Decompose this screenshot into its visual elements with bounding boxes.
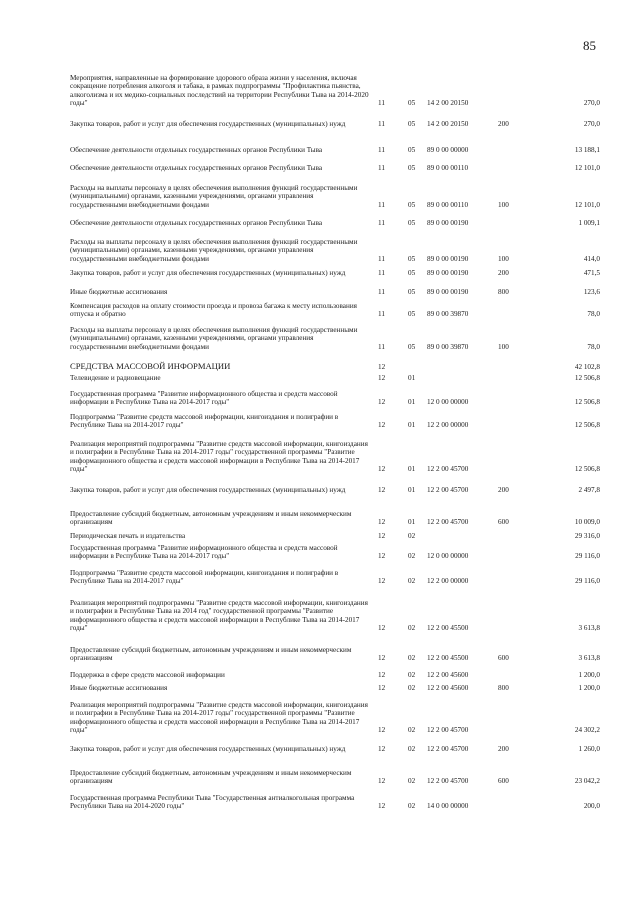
row-subsection-code: 05	[408, 342, 416, 351]
row-expense-type: 200	[498, 486, 509, 494]
table-row	[70, 374, 600, 382]
row-target-article: 89 0 00 39870	[427, 342, 469, 351]
row-amount: 13 188,1	[574, 146, 600, 154]
row-description: Обеспечение деятельности отдельных государственных органов Республики Тыва	[70, 219, 323, 227]
row-subsection-code: 05	[408, 269, 416, 277]
row-description: Государственная программа "Развитие информационного общества и средств массовой информации в Республике Тыва на 2014-2017 годы"	[70, 544, 338, 561]
row-expense-type: 200	[498, 120, 509, 128]
row-target-article: 12 2 00 45700	[427, 777, 469, 786]
row-target-article: 12 2 00 45600	[427, 684, 469, 692]
row-expense-type: 600	[498, 777, 509, 786]
row-section-code: 12	[378, 726, 386, 735]
row-expense-type: 100	[498, 342, 509, 351]
row-description: Мероприятия, направленные на формирование здорового образа жизни у населения, включая сокращение потребления алкоголя и табака, в рамках подпрограммы "Профилактика пьянства, алкоголизма и их медико-социальных последствий на территории Республики Тыва на 2014-2020 годы"	[70, 74, 369, 108]
row-amount: 24 302,2	[574, 726, 600, 735]
row-target-article: 89 0 00 00190	[427, 269, 469, 277]
table-row	[70, 671, 600, 679]
row-section-code: 11	[378, 269, 385, 277]
row-subsection-code: 02	[408, 684, 416, 692]
row-amount: 12 506,8	[574, 398, 600, 407]
row-subsection-code: 05	[408, 200, 416, 209]
table-row	[70, 701, 600, 735]
row-subsection-code: 02	[408, 726, 416, 735]
row-target-article: 12 2 00 45500	[427, 624, 469, 633]
table-row	[70, 510, 600, 527]
row-target-article: 12 2 00 45500	[427, 654, 469, 663]
row-subsection-code: 01	[408, 465, 416, 474]
row-section-code: 12	[378, 421, 386, 430]
table-row	[70, 745, 600, 753]
row-target-article: 12 2 00 45600	[427, 671, 469, 679]
row-description: Подпрограмма "Развитие средств массовой информации, книгоиздания и полиграфии в Республике Тыва на 2014-2017 годы"	[70, 413, 339, 430]
row-target-article: 89 0 00 00000	[427, 146, 469, 154]
row-target-article: 12 2 00 45700	[427, 486, 469, 494]
row-description: Предоставление субсидий бюджетным, автономным учреждениям и иным некоммерческим организациям	[70, 510, 352, 527]
row-section-code: 12	[378, 624, 386, 633]
row-section-code: 11	[378, 219, 385, 227]
row-amount: 78,0	[587, 342, 600, 351]
row-target-article: 12 2 00 45700	[427, 726, 469, 735]
row-amount: 10 009,0	[574, 518, 600, 527]
row-amount: 1 009,1	[578, 219, 600, 227]
row-section-code: 12	[378, 684, 386, 692]
row-section-code: 12	[378, 802, 386, 811]
row-target-article: 12 2 00 45700	[427, 518, 469, 527]
row-section-code: 12	[378, 532, 386, 540]
table-row	[70, 390, 600, 407]
row-section-code: 12	[378, 362, 386, 371]
row-amount: 29 316,0	[574, 532, 600, 540]
row-expense-type: 200	[498, 269, 509, 277]
table-row	[70, 238, 600, 263]
row-subsection-code: 05	[408, 99, 416, 108]
row-section-code: 12	[378, 671, 386, 679]
row-section-code: 12	[378, 552, 386, 561]
row-description: Компенсация расходов на оплату стоимости проезда и провоза багажа к месту использования отпуска и обратно	[70, 302, 357, 319]
row-section-code: 11	[378, 120, 385, 128]
row-description: Закупка товаров, работ и услуг для обеспечения государственных (муниципальных) нужд	[70, 745, 346, 753]
row-description: Предоставление субсидий бюджетным, автономным учреждениям и иным некоммерческим организациям	[70, 646, 352, 663]
table-row	[70, 120, 600, 128]
row-amount: 3 613,8	[578, 624, 600, 633]
row-section-code: 12	[378, 398, 386, 407]
row-amount: 78,0	[587, 310, 600, 319]
row-target-article: 89 0 00 00190	[427, 254, 469, 263]
row-description: Периодическая печать и издательства	[70, 532, 186, 540]
row-description: Поддержка в сфере средств массовой информации	[70, 671, 225, 679]
row-expense-type: 600	[498, 518, 509, 527]
row-description: Подпрограмма "Развитие средств массовой информации, книгоиздания и полиграфии в Республике Тыва на 2014-2017 годы"	[70, 569, 339, 586]
row-amount: 200,0	[583, 802, 600, 811]
row-subsection-code: 02	[408, 671, 416, 679]
row-subsection-code: 02	[408, 745, 416, 753]
row-section-code: 12	[378, 654, 386, 663]
table-row	[70, 486, 600, 494]
table-row	[70, 269, 600, 277]
row-target-article: 89 0 00 00110	[427, 200, 469, 209]
row-amount: 42 102,8	[574, 362, 600, 371]
row-subsection-code: 05	[408, 310, 416, 319]
row-subsection-code: 02	[408, 532, 416, 540]
row-amount: 12 101,0	[574, 200, 600, 209]
table-row	[70, 288, 600, 296]
row-subsection-code: 05	[408, 288, 416, 296]
row-section-code: 12	[378, 518, 386, 527]
row-description: Обеспечение деятельности отдельных государственных органов Республики Тыва	[70, 164, 323, 172]
row-section-code: 12	[378, 745, 386, 753]
row-amount: 12 506,8	[574, 374, 600, 382]
row-expense-type: 800	[498, 288, 509, 296]
row-section-code: 12	[378, 465, 386, 474]
row-subsection-code: 02	[408, 802, 416, 811]
table-row	[70, 146, 600, 154]
row-expense-type: 100	[498, 200, 509, 209]
row-subsection-code: 05	[408, 164, 416, 172]
row-section-code: 11	[378, 164, 385, 172]
row-description: Закупка товаров, работ и услуг для обеспечения государственных (муниципальных) нужд	[70, 269, 346, 277]
row-target-article: 89 0 00 39870	[427, 310, 469, 319]
row-target-article: 89 0 00 00190	[427, 219, 469, 227]
row-description: Расходы на выплаты персоналу в целях обеспечения выполнения функций государственными (муниципальными) органами, казенными учреждениями, органами управления государственными внебюджетными фондами	[70, 238, 358, 263]
row-amount: 471,5	[583, 269, 600, 277]
row-amount: 12 101,0	[574, 164, 600, 172]
row-description: Государственная программа "Развитие информационного общества и средств массовой информации в Республике Тыва на 2014-2017 годы"	[70, 390, 338, 407]
row-subsection-code: 02	[408, 577, 416, 586]
row-amount: 2 497,8	[578, 486, 600, 494]
row-amount: 1 200,0	[578, 671, 600, 679]
row-amount: 123,6	[583, 288, 600, 296]
row-target-article: 12 0 00 00000	[427, 552, 469, 561]
table-row	[70, 794, 600, 811]
row-amount: 3 613,8	[578, 654, 600, 663]
row-subsection-code: 01	[408, 421, 416, 430]
row-amount: 270,0	[583, 99, 600, 108]
row-section-code: 12	[378, 777, 386, 786]
row-amount: 414,0	[583, 254, 600, 263]
table-row	[70, 440, 600, 474]
row-subsection-code: 05	[408, 120, 416, 128]
table-row	[70, 184, 600, 209]
row-section-code: 11	[378, 200, 385, 209]
table-row	[70, 219, 600, 227]
table-row	[70, 544, 600, 561]
row-amount: 12 506,8	[574, 465, 600, 474]
row-section-code: 12	[378, 577, 386, 586]
row-expense-type: 600	[498, 654, 509, 663]
table-row	[70, 164, 600, 172]
row-description: Реализация мероприятий подпрограммы "Развитие средств массовой информации, книгоиздания и полиграфии в Республике Тыва на 2014 год" государственной программы "Развитие информационного общества и средств массовой информации в Республике Тыва на 2014-2017 годы"	[70, 599, 368, 633]
table-row	[70, 646, 600, 663]
row-amount: 1 200,0	[578, 684, 600, 692]
row-amount: 29 116,0	[575, 552, 600, 561]
row-description: Расходы на выплаты персоналу в целях обеспечения выполнения функций государственными (муниципальными) органами, казенными учреждениями, органами управления государственными внебюджетными фондами	[70, 326, 358, 351]
row-description: Расходы на выплаты персоналу в целях обеспечения выполнения функций государственными (муниципальными) органами, казенными учреждениями, органами управления государственными внебюджетными фондами	[70, 184, 358, 209]
row-target-article: 14 0 00 00000	[427, 802, 469, 811]
table-row	[70, 684, 600, 692]
row-description: Обеспечение деятельности отдельных государственных органов Республики Тыва	[70, 146, 323, 154]
row-description: Закупка товаров, работ и услуг для обеспечения государственных (муниципальных) нужд	[70, 120, 346, 128]
row-target-article: 12 2 00 00000	[427, 577, 469, 586]
row-subsection-code: 02	[408, 552, 416, 561]
row-description: Предоставление субсидий бюджетным, автономным учреждениям и иным некоммерческим организациям	[70, 769, 352, 786]
row-description: СРЕДСТВА МАССОВОЙ ИНФОРМАЦИИ	[70, 361, 231, 371]
row-subsection-code: 05	[408, 219, 416, 227]
table-row	[70, 532, 600, 540]
row-target-article: 12 0 00 00000	[427, 398, 469, 407]
row-expense-type: 800	[498, 684, 509, 692]
table-row	[70, 569, 600, 586]
table-row	[70, 361, 600, 371]
row-target-article: 12 2 00 00000	[427, 421, 469, 430]
row-subsection-code: 02	[408, 777, 416, 786]
table-row	[70, 326, 600, 351]
row-target-article: 89 0 00 00190	[427, 288, 469, 296]
table-row	[70, 302, 600, 319]
page-number: 85	[583, 38, 596, 53]
row-subsection-code: 01	[408, 486, 416, 494]
row-description: Иные бюджетные ассигнования	[70, 684, 168, 692]
table-row	[70, 413, 600, 430]
row-amount: 270,0	[583, 120, 600, 128]
row-section-code: 12	[378, 374, 386, 382]
row-subsection-code: 02	[408, 654, 416, 663]
row-description: Телевидение и радиовещание	[70, 374, 161, 382]
row-section-code: 11	[378, 310, 385, 319]
row-target-article: 14 2 00 20150	[427, 99, 469, 108]
row-expense-type: 100	[498, 254, 509, 263]
row-target-article: 12 2 00 45700	[427, 465, 469, 474]
row-section-code: 11	[378, 254, 385, 263]
table-row	[70, 599, 600, 633]
row-section-code: 11	[378, 342, 385, 351]
row-target-article: 14 2 00 20150	[427, 120, 469, 128]
row-subsection-code: 01	[408, 518, 416, 527]
table-row	[70, 769, 600, 786]
row-subsection-code: 05	[408, 146, 416, 154]
row-subsection-code: 01	[408, 398, 416, 407]
row-target-article: 12 2 00 45700	[427, 745, 469, 753]
row-description: Закупка товаров, работ и услуг для обеспечения государственных (муниципальных) нужд	[70, 486, 346, 494]
table-row	[70, 74, 600, 108]
row-expense-type: 200	[498, 745, 509, 753]
row-section-code: 11	[378, 99, 385, 108]
row-amount: 1 260,0	[578, 745, 600, 753]
row-amount: 29 116,0	[575, 577, 600, 586]
row-amount: 23 042,2	[574, 777, 600, 786]
row-description: Реализация мероприятий подпрограммы "Развитие средств массовой информации, книгоиздания и полиграфии в Республике Тыва на 2014-2017 годы" государственной программы "Развитие информационного общества и средств массовой информации в Республике Тыва на 2014-2017 годы"	[70, 440, 368, 474]
row-amount: 12 506,8	[574, 421, 600, 430]
row-section-code: 11	[378, 146, 385, 154]
row-subsection-code: 01	[408, 374, 416, 382]
row-subsection-code: 02	[408, 624, 416, 633]
row-section-code: 12	[378, 486, 386, 494]
row-description: Государственная программа Республики Тыва "Государственная антиалкогольная программа Республики Тыва на 2014-2020 годы"	[70, 794, 355, 811]
row-section-code: 11	[378, 288, 385, 296]
row-subsection-code: 05	[408, 254, 416, 263]
row-target-article: 89 0 00 00110	[427, 164, 469, 172]
row-description: Реализация мероприятий подпрограммы "Развитие средств массовой информации, книгоиздания и полиграфии в Республике Тыва на 2014-2017 годы" государственной программы "Развитие информационного общества и средств массовой информации в Республике Тыва на 2014-2017 годы"	[70, 701, 368, 735]
row-description: Иные бюджетные ассигнования	[70, 288, 168, 296]
